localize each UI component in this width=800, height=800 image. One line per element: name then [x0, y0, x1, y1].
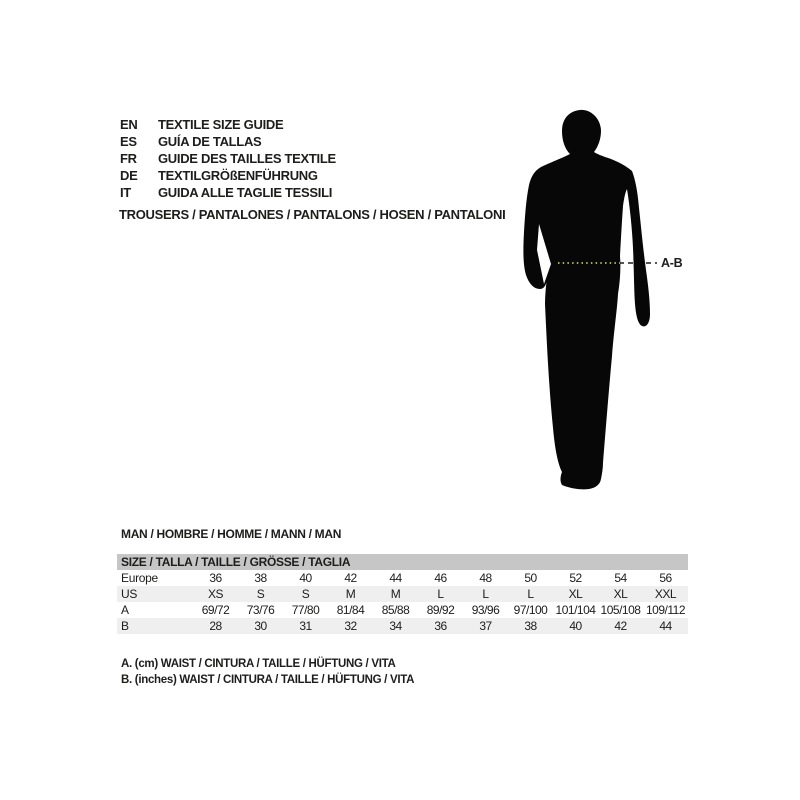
note-a-cm: A. (cm) WAIST / CINTURA / TAILLE / HÜFTUNG / VITA — [121, 658, 396, 670]
gender-label: MAN / HOMBRE / HOMME / MANN / MAN — [121, 527, 342, 541]
table-cell: XL — [613, 587, 628, 601]
language-title: GUÍA DE TALLAS — [158, 134, 262, 149]
table-cell: 73/76 — [246, 603, 275, 617]
table-cell: 44 — [659, 619, 672, 633]
language-title-list — [120, 116, 336, 201]
table-cell: 28 — [209, 619, 222, 633]
man-silhouette-figure — [520, 108, 700, 493]
language-code: ES — [120, 134, 137, 149]
language-code: EN — [120, 117, 138, 132]
language-row-en — [120, 116, 336, 133]
table-cell: 52 — [569, 571, 582, 585]
man-body-silhouette — [523, 110, 650, 489]
language-title: GUIDE DES TAILLES TEXTILE — [158, 151, 336, 166]
table-cell: 36 — [434, 619, 447, 633]
row-label: US — [121, 587, 138, 601]
language-title: GUIDA ALLE TAGLIE TESSILI — [158, 185, 333, 200]
table-cell: 101/104 — [555, 603, 596, 617]
language-title: TEXTILE SIZE GUIDE — [158, 117, 284, 132]
table-cell: 56 — [659, 571, 672, 585]
table-cell: S — [256, 587, 265, 601]
size-table — [117, 554, 688, 634]
row-label: B — [121, 619, 129, 633]
table-cell: 105/108 — [600, 603, 641, 617]
table-row-europe — [117, 570, 688, 586]
table-row-a-cm — [117, 602, 688, 618]
table-cell: L — [527, 587, 534, 601]
category-title: TROUSERS / PANTALONES / PANTALONS / HOSEN / PANTALONI — [119, 207, 506, 222]
table-cell: XS — [207, 587, 223, 601]
table-cell: 85/88 — [381, 603, 410, 617]
table-cell: 40 — [569, 619, 582, 633]
table-cell: XL — [568, 587, 583, 601]
table-cell: L — [437, 587, 444, 601]
table-cell: 38 — [524, 619, 537, 633]
language-row-es — [120, 133, 336, 150]
table-cell: L — [482, 587, 489, 601]
table-cell: 97/100 — [513, 603, 548, 617]
table-cell: 30 — [254, 619, 267, 633]
language-row-de — [120, 167, 336, 184]
waist-measure-label: A-B — [661, 256, 683, 270]
table-cell: 38 — [254, 571, 267, 585]
row-label: Europe — [121, 571, 158, 585]
note-b-inches: B. (inches) WAIST / CINTURA / TAILLE / HÜFTUNG / VITA — [121, 674, 415, 686]
table-cell: M — [345, 587, 356, 601]
measurement-notes — [121, 656, 414, 688]
table-cell: 46 — [434, 571, 447, 585]
size-table-header: SIZE / TALLA / TAILLE / GRÖSSE / TAGLIA — [117, 554, 688, 570]
table-cell: 48 — [479, 571, 492, 585]
table-cell: 40 — [299, 571, 312, 585]
language-title: TEXTILGRÖßENFÜHRUNG — [158, 168, 318, 183]
table-cell: 89/92 — [426, 603, 455, 617]
table-row-us — [117, 586, 688, 602]
language-row-fr — [120, 150, 336, 167]
table-cell: 34 — [389, 619, 402, 633]
table-cell: 50 — [524, 571, 537, 585]
table-cell: 36 — [209, 571, 222, 585]
table-cell: 54 — [614, 571, 627, 585]
language-code: FR — [120, 151, 137, 166]
row-label: A — [121, 603, 129, 617]
table-cell: 109/112 — [646, 603, 685, 617]
table-cell: 32 — [344, 619, 357, 633]
table-cell: 37 — [479, 619, 492, 633]
table-cell: 77/80 — [291, 603, 320, 617]
table-cell: 31 — [299, 619, 312, 633]
table-row-b-inches — [117, 618, 688, 634]
language-row-it — [120, 184, 336, 201]
table-cell: 42 — [344, 571, 357, 585]
man-silhouette-svg — [520, 108, 700, 493]
table-cell: S — [301, 587, 310, 601]
table-cell: 69/72 — [201, 603, 230, 617]
table-cell: 44 — [389, 571, 402, 585]
table-cell: 42 — [614, 619, 627, 633]
table-cell: M — [390, 587, 401, 601]
table-cell: 81/84 — [336, 603, 365, 617]
table-cell: 93/96 — [471, 603, 500, 617]
language-code: DE — [120, 168, 138, 183]
language-code: IT — [120, 185, 131, 200]
table-cell: XXL — [654, 587, 677, 601]
